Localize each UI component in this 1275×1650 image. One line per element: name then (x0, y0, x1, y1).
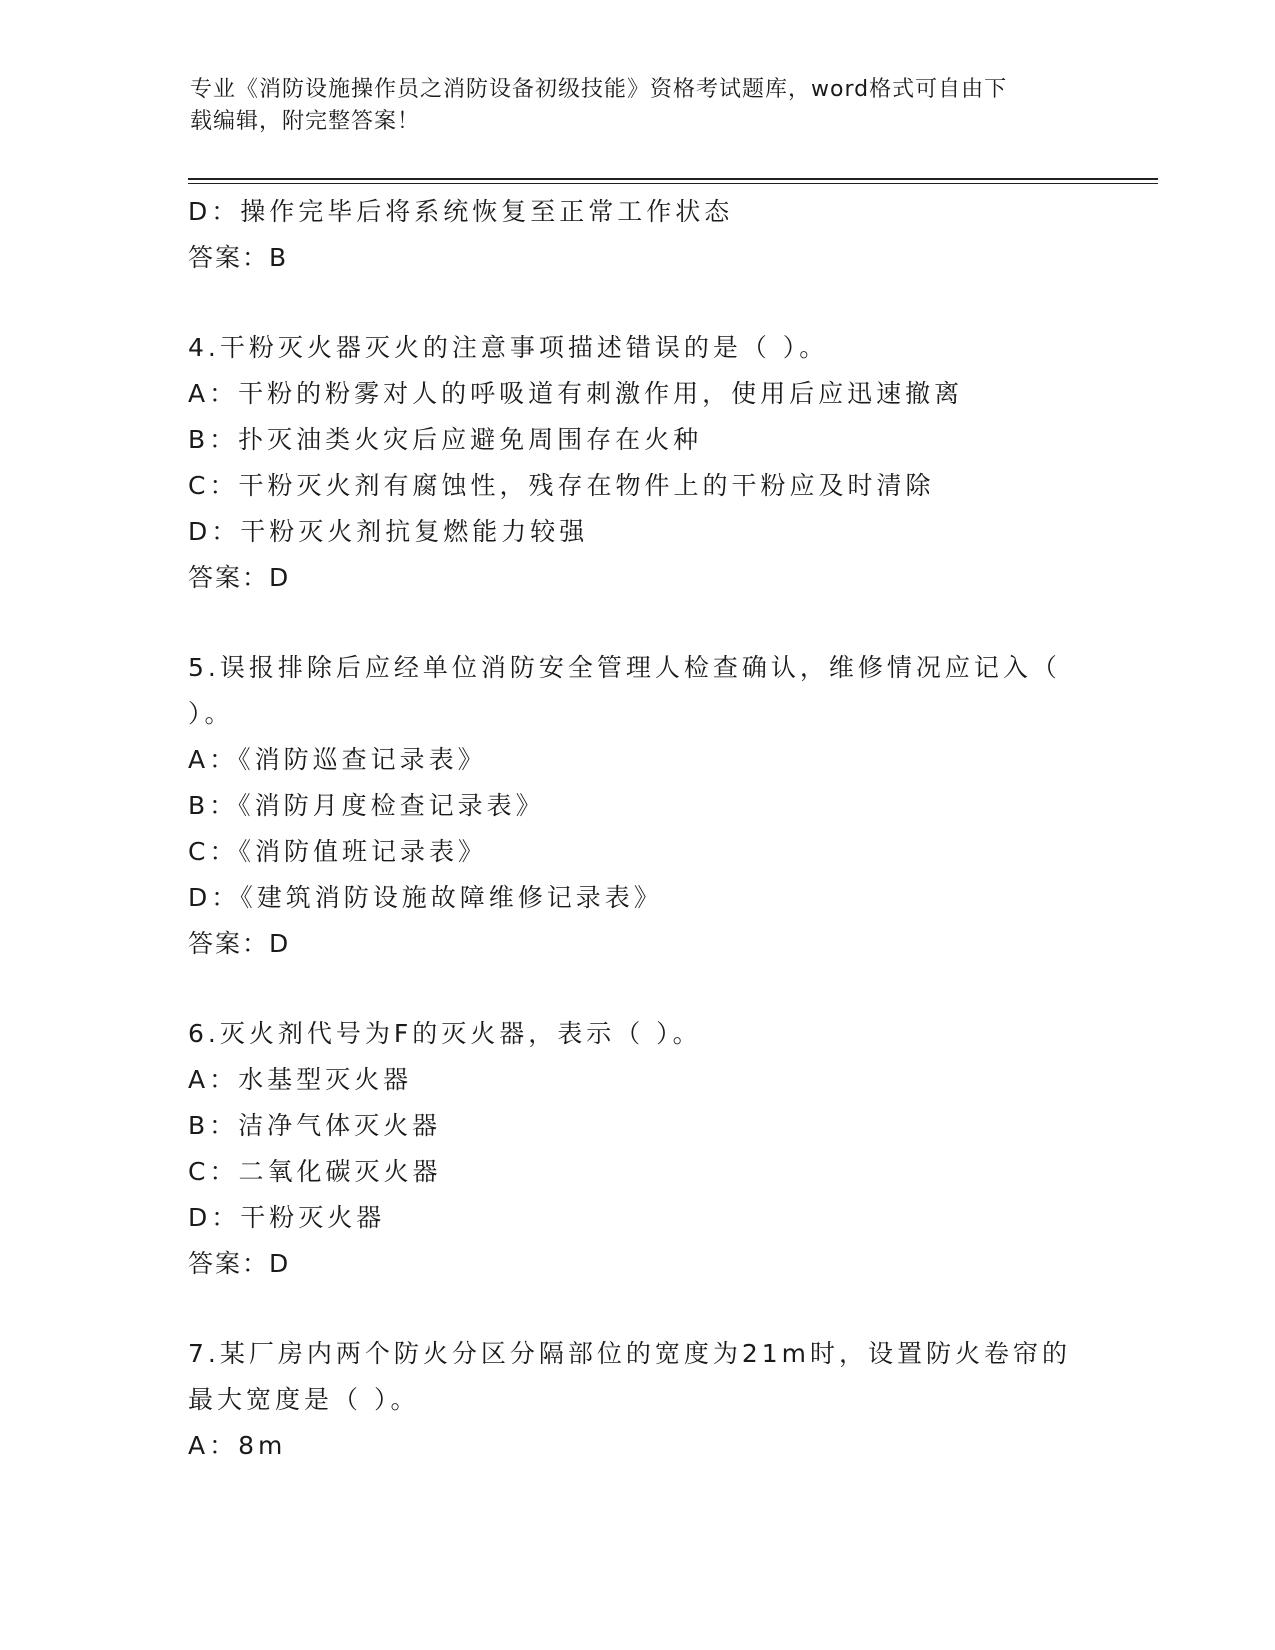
question-5-block (188, 645, 1088, 967)
q6-answer: 答案：D (188, 1249, 291, 1278)
header-title-line-1: 专业《消防设施操作员之消防设备初级技能》资格考试题库，word格式可自由下 (190, 77, 1008, 102)
q7-stem-line-2: 最大宽度是（ ）。 (188, 1385, 420, 1414)
q5-answer: 答案：D (188, 929, 291, 958)
question-7-block (188, 1331, 1088, 1469)
spacer (188, 601, 1088, 645)
q7-option-a: A：8m (188, 1431, 287, 1460)
q5-option-d: D：《建筑消防设施故障维修记录表》 (188, 883, 663, 912)
q4-option-d: D：干粉灭火剂抗复燃能力较强 (188, 517, 589, 546)
q4-option-b: B：扑灭油类火灾后应避免周围存在火种 (188, 425, 703, 454)
q3-option-d: D：操作完毕后将系统恢复至正常工作状态 (188, 197, 734, 226)
question-content (188, 189, 1088, 1469)
header-divider-thin (188, 183, 1158, 184)
q4-answer: 答案：D (188, 563, 291, 592)
q6-stem: 6.灭火剂代号为F的灭火器，表示（ ）。 (188, 1019, 702, 1048)
q5-option-b: B：《消防月度检查记录表》 (188, 791, 545, 820)
q5-option-a: A：《消防巡查记录表》 (188, 745, 487, 774)
q7-stem-line-1: 7.某厂房内两个防火分区分隔部位的宽度为21m时，设置防火卷帘的 (188, 1339, 1072, 1368)
q6-option-d: D：干粉灭火器 (188, 1203, 386, 1232)
q4-option-a: A：干粉的粉雾对人的呼吸道有刺激作用，使用后应迅速撤离 (188, 379, 964, 408)
q4-stem: 4.干粉灭火器灭火的注意事项描述错误的是（ ）。 (188, 333, 829, 362)
q3-answer: 答案：B (188, 243, 289, 272)
question-4-block (188, 325, 1088, 601)
spacer (188, 1287, 1088, 1331)
header-title-line-2: 载编辑，附完整答案！ (190, 109, 421, 134)
q6-option-b: B：洁净气体灭火器 (188, 1111, 442, 1140)
header-divider-thick (188, 178, 1158, 180)
spacer (188, 967, 1088, 1011)
q6-option-a: A：水基型灭火器 (188, 1065, 413, 1094)
q4-option-c: C：干粉灭火剂有腐蚀性，残存在物件上的干粉应及时清除 (188, 471, 935, 500)
question-3-block (188, 189, 1088, 281)
document-header (190, 74, 1070, 138)
q6-option-c: C：二氧化碳灭火器 (188, 1157, 442, 1186)
q5-option-c: C：《消防值班记录表》 (188, 837, 487, 866)
q5-stem-line-2: ）。 (188, 699, 234, 728)
spacer (188, 281, 1088, 325)
question-6-block (188, 1011, 1088, 1287)
q5-stem-line-1: 5.误报排除后应经单位消防安全管理人检查确认，维修情况应记入（ (188, 653, 1061, 682)
